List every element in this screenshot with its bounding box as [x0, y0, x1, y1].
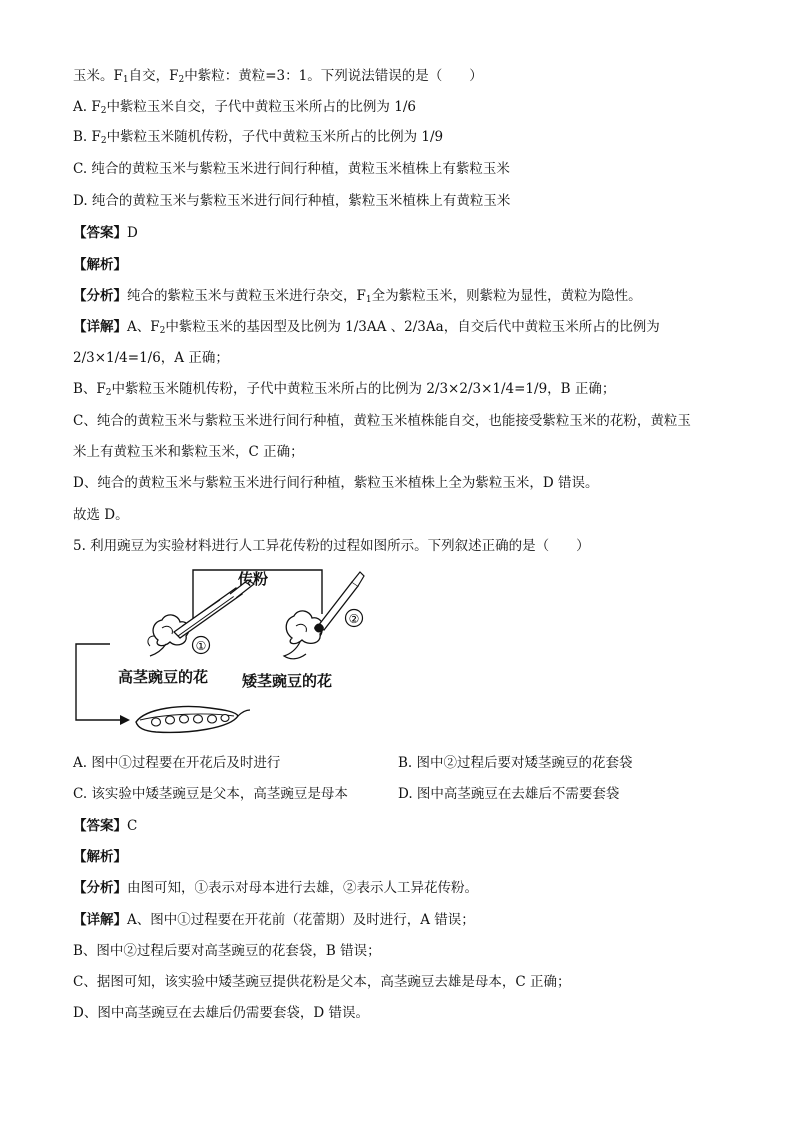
q5-option-b: B. 图中②过程后要对矮茎豌豆的花套袋 [398, 755, 633, 771]
q5-detail-b: B、图中②过程后要对高茎豌豆的花套袋，B 错误； [73, 943, 381, 959]
step-2-label: ② [348, 612, 360, 626]
q4-detail-d: D、纯合的黄粒玉米与紫粒玉米进行间行种植，紫粒玉米植株上全为紫粒玉米，D 错误。 [73, 475, 599, 491]
q5-option-c: C. 该实验中矮茎豌豆是父本，高茎豌豆是母本 [73, 786, 348, 802]
q5-option-d: D. 图中高茎豌豆在去雄后不需要套袋 [398, 786, 620, 802]
q4-detail-a: 【详解】A、$F_2$中紫粒玉米的基因型及比例为 1/3AA 、2/3Aa，自交后代中黄粒玉米所占的比例为 [73, 319, 660, 336]
step-1-label: ① [195, 639, 207, 653]
q4-detail-c: C、纯合的黄粒玉米与紫粒玉米进行间行种植，黄粒玉米植株能自交，也能接受紫粒玉米的花粉，黄粒玉 [73, 413, 691, 429]
q4-option-d: D. 纯合的黄粒玉米与紫粒玉米进行间行种植，紫粒玉米植株上有黄粒玉米 [73, 193, 511, 209]
tall-pea-label: 高茎豌豆的花 [118, 668, 209, 686]
q4-option-a: A. $F_2$中紫粒玉米自交，子代中黄粒玉米所占的比例为 1/6 [73, 99, 416, 116]
flow-arrow-line [76, 644, 122, 720]
q5-jiexi-heading: 【解析】 [73, 849, 127, 865]
q4-option-c: C. 纯合的黄粒玉米与紫粒玉米进行间行种植，黄粒玉米植株上有紫粒玉米 [73, 161, 510, 177]
pollination-figure [70, 562, 370, 744]
q4-stem: 玉米。$F_1$自交，$F_2$中紫粒：黄粒=3：1。下列说法错误的是（ ） [73, 68, 483, 85]
q4-jiexi-heading: 【解析】 [73, 257, 127, 273]
q4-detail-c-cont: 米上有黄粒玉米和紫粒玉米，C 正确； [73, 444, 304, 460]
q5-detail-c: C、据图可知，该实验中矮茎豌豆提供花粉是父本，高茎豌豆去雄是母本，C 正确； [73, 974, 571, 990]
q5-detail-a: 【详解】A、图中①过程要在开花前（花蕾期）及时进行，A 错误； [73, 912, 475, 928]
q5-option-a: A. 图中①过程要在开花后及时进行 [73, 755, 281, 771]
short-pea-flower [284, 611, 323, 659]
flow-arrow-head [120, 715, 130, 725]
q4-detail-b: B、$F_2$中紫粒玉米随机传粉，子代中黄粒玉米所占的比例为 2/3×2/3×1/4=1/9，B 正确； [73, 381, 616, 398]
short-pea-label: 矮茎豌豆的花 [242, 672, 333, 690]
pea-pod [136, 707, 250, 733]
q5-analysis: 【分析】由图可知，①表示对母本进行去雄，②表示人工异花传粉。 [73, 880, 478, 896]
q4-answer: 【答案】D [73, 225, 138, 241]
pollination-diagram [70, 562, 370, 744]
q5-stem: 5. 利用豌豆为实验材料进行人工异花传粉的过程如图所示。下列叙述正确的是（ ） [73, 538, 590, 554]
q4-option-b: B. $F_2$中紫粒玉米随机传粉，子代中黄粒玉米所占的比例为 1/9 [73, 129, 444, 146]
q4-detail-a-cont: 2/3×1/4=1/6，A 正确； [73, 350, 229, 366]
pollination-label: 传粉 [238, 570, 269, 588]
q5-detail-d: D、图中高茎豌豆在去雄后仍需要套袋，D 错误。 [73, 1005, 369, 1021]
q5-answer: 【答案】C [73, 818, 138, 834]
q4-analysis: 【分析】纯合的紫粒玉米与黄粒玉米进行杂交，$F_1$全为紫粒玉米，则紫粒为显性，黄粒为隐性。 [73, 288, 642, 305]
q4-conclusion: 故选 D。 [73, 507, 129, 523]
